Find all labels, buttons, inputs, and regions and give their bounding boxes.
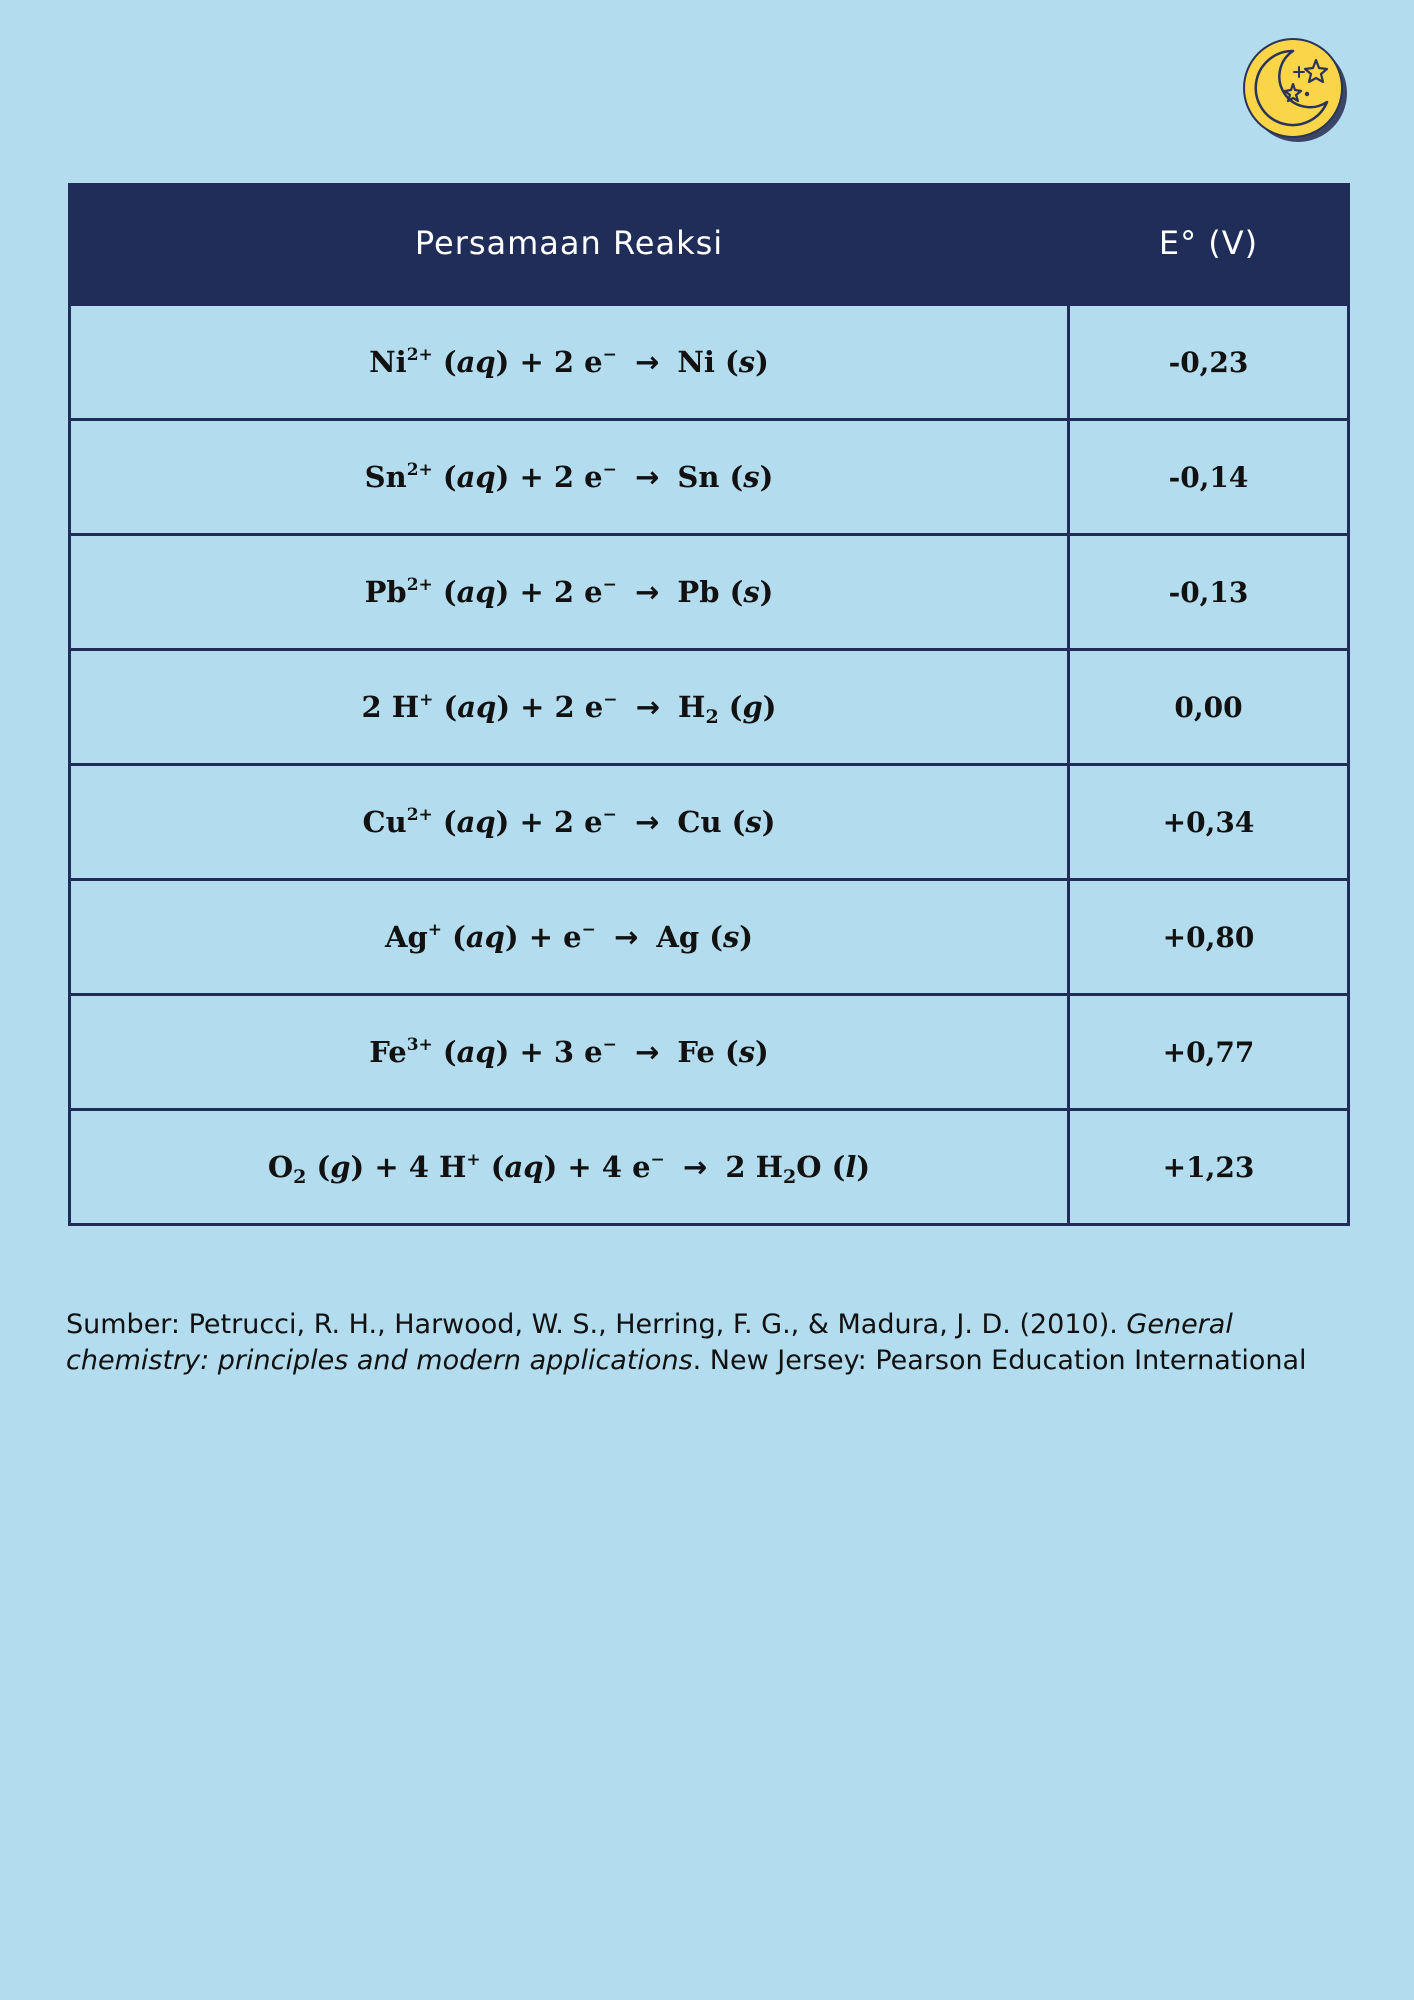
reaction-cell: Ag+ (aq) + e− → Ag (s)	[70, 880, 1069, 995]
reduction-potential-table	[68, 183, 1350, 1226]
arrow: →	[635, 690, 660, 724]
arrow: →	[682, 1150, 708, 1184]
reaction-cell: 2 H+ (aq) + 2 $e^- \to H_2$ (g)	[70, 650, 1069, 765]
arrow: →	[634, 345, 660, 379]
potential-cell: +0,34	[1069, 765, 1349, 880]
potential-cell: +1,23	[1069, 1110, 1349, 1225]
table-row	[70, 650, 1349, 765]
potential-cell: -0,13	[1069, 535, 1349, 650]
reaction-cell: $Sn^{2+}$ (aq) + 2 e− → Sn (s)	[70, 420, 1069, 535]
potential-cell: 0,00	[1069, 650, 1349, 765]
potential-cell: +0,77	[1069, 995, 1349, 1110]
header-potential: E° (V)	[1069, 183, 1349, 305]
header-reaction: Persamaan Reaksi	[70, 183, 1069, 305]
reaction-cell: $Ni^{2+}$ (aq) + 2 e− → Ni (s)	[70, 305, 1069, 420]
table-row	[70, 305, 1349, 420]
moon-stars-badge	[1241, 36, 1349, 144]
arrow: →	[634, 1035, 660, 1069]
reaction-cell: $Pb^{2+}$ (aq) + 2 e− → Pb (s)	[70, 535, 1069, 650]
potential-cell: -0,14	[1069, 420, 1349, 535]
table-row	[70, 995, 1349, 1110]
table-row	[70, 1110, 1349, 1225]
table-row	[70, 880, 1349, 995]
table-row	[70, 765, 1349, 880]
reaction-cell: $Fe^{3+}$ (aq) + 3 e− → Fe (s)	[70, 995, 1069, 1110]
book-title: General chemistry: principles and modern applications	[66, 1309, 1233, 1376]
table-row	[70, 420, 1349, 535]
source-citation: Sumber: Petrucci, R. H., Harwood, W. S., Herring, F. G., & Madura, J. D. (2010). General chemistry: principles and modern applications. New Jersey: Pearson Education International	[66, 1309, 1307, 1376]
reaction-cell: $Cu^{2+}$ (aq) + 2 e− → Cu (s)	[70, 765, 1069, 880]
table-header-row	[70, 183, 1349, 305]
arrow: →	[634, 575, 660, 609]
arrow: →	[634, 460, 660, 494]
table-row	[70, 535, 1349, 650]
moon-stars-icon	[1241, 36, 1349, 144]
potential-cell: +0,80	[1069, 880, 1349, 995]
reaction-cell: $O_2$ (g) + 4 H+ (aq) + 4 e− → 2 $H_2O$ (l)	[70, 1110, 1069, 1225]
arrow: →	[634, 805, 660, 839]
arrow: →	[613, 920, 639, 954]
potential-cell: -0,23	[1069, 305, 1349, 420]
